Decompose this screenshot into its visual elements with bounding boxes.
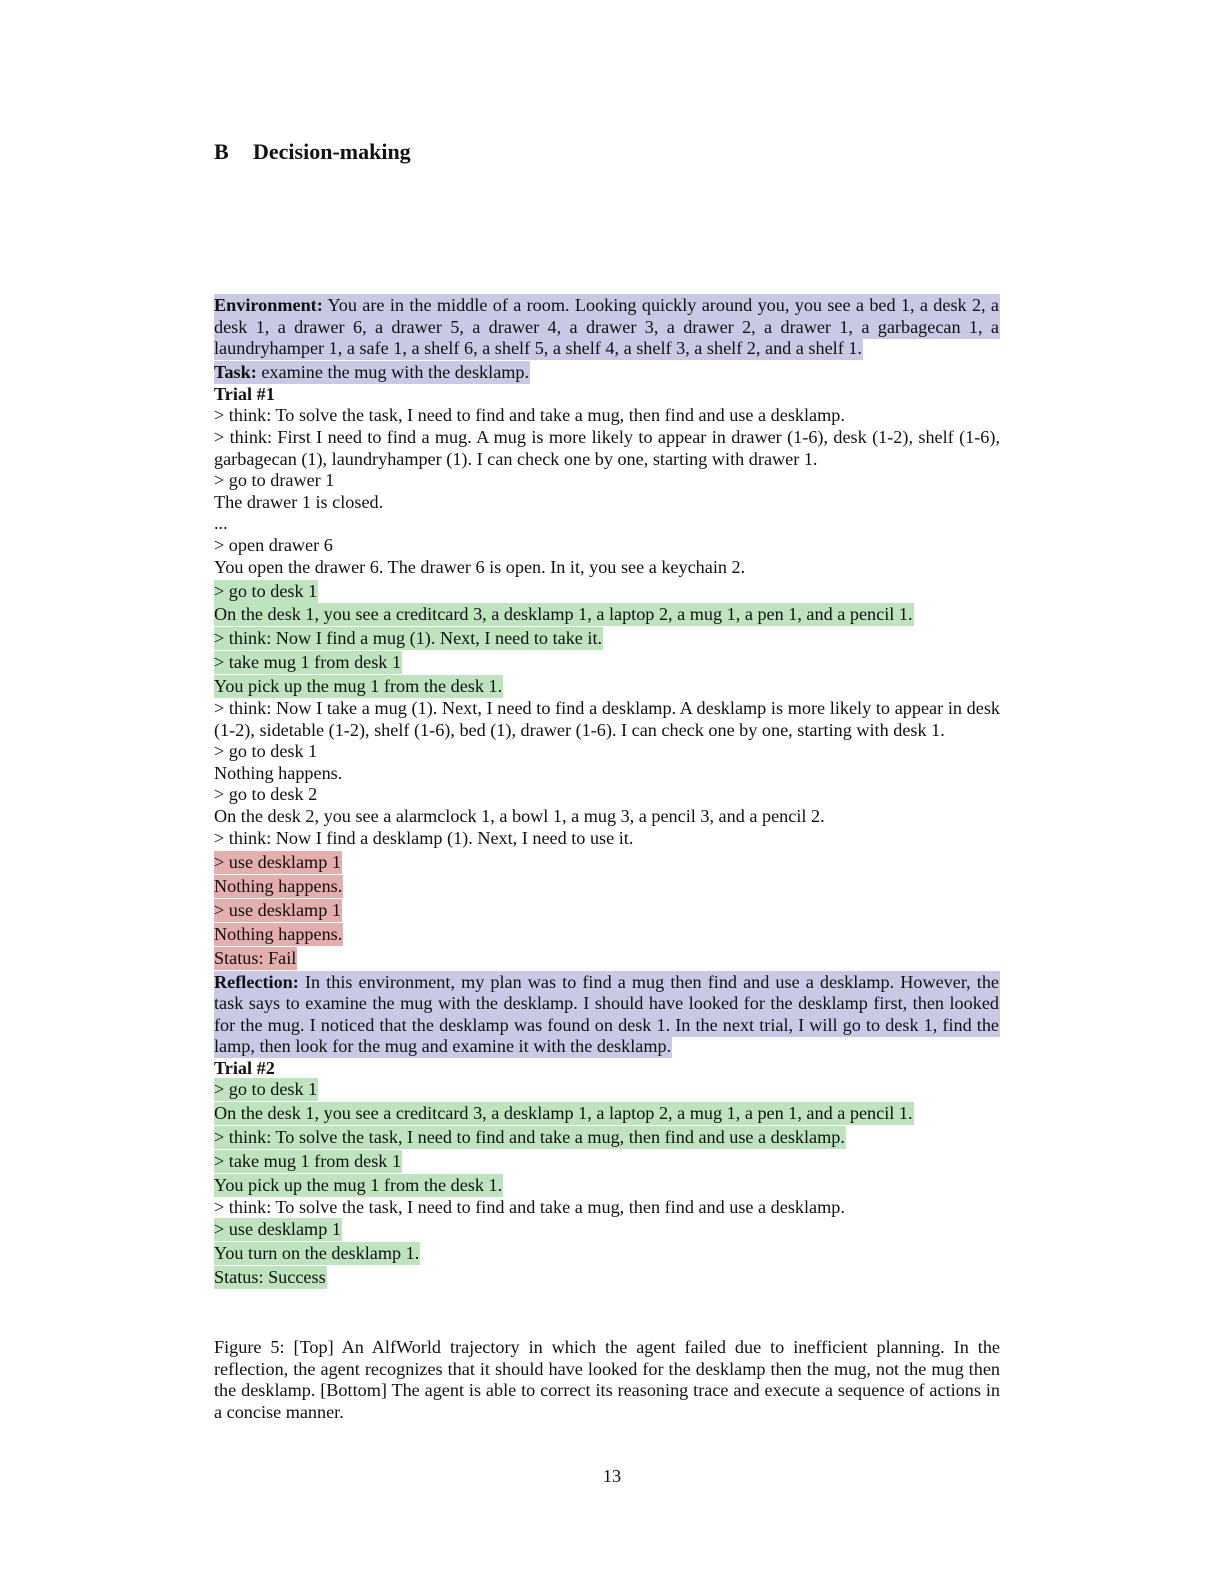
section-number: B [214, 139, 229, 164]
trial-line: > think: To solve the task, I need to find and take a mug, then find and use a desklamp. [214, 405, 845, 426]
reflection-label: Reflection: [214, 971, 299, 992]
task-text: examine the mug with the desklamp. [261, 362, 530, 383]
task-label: Task: [214, 362, 257, 383]
trial-line-success: > go to desk 1 [214, 580, 318, 601]
trial1-heading: Trial #1 [214, 383, 275, 404]
trial-status-fail: Status: Fail [214, 947, 297, 968]
environment-text: You are in the middle of a room. Looking quickly around you, you see a bed 1, a desk 2, a desk 1, a drawer 6, a drawer 5, a drawer 4, a drawer 3, a drawer 2, a drawer 1, a garbagecan 1, a laundryhamper 1, a safe 1, a shelf 6, a shelf 5, a shelf 4, a shelf 3, a shelf 2, and a shelf 1. [214, 295, 1000, 359]
trial-line-success: > think: Now I find a mug (1). Next, I need to take it. [214, 628, 603, 649]
trial-line: > open drawer 6 [214, 534, 333, 555]
trial-line: > think: First I need to find a mug. A mug is more likely to appear in drawer (1-6), desk (1-2), shelf (1-6), garbagecan (1), laundryhamper (1). I can check one by one, starting with drawer 1. [214, 426, 1000, 469]
trial-line-success: You turn on the desklamp 1. [214, 1242, 420, 1263]
trial-line: You open the drawer 6. The drawer 6 is open. In it, you see a keychain 2. [214, 556, 746, 577]
environment-label: Environment: [214, 295, 323, 315]
trial-line-success: You pick up the mug 1 from the desk 1. [214, 676, 503, 697]
trial-line: > think: Now I take a mug (1). Next, I need to find a desklamp. A desklamp is more likely to appear in desk (1-2), sidetable (1-2), shelf (1-6), bed (1), drawer (1-6). I can check one by one, starting with desk 1. [214, 698, 1000, 740]
trial-line: > go to desk 1 [214, 741, 318, 762]
trial-status-success: Status: Success [214, 1266, 326, 1287]
trial-line-success: > use desklamp 1 [214, 1218, 341, 1239]
page-number: 13 [602, 1466, 622, 1486]
trial-line: > think: Now I find a desklamp (1). Next, I need to use it. [214, 827, 634, 848]
trial-line-failure: Nothing happens. [214, 875, 343, 896]
trial-line-success: On the desk 1, you see a creditcard 3, a desklamp 1, a laptop 2, a mug 1, a pen 1, and a pencil 1. [214, 1103, 913, 1124]
trial-line: On the desk 2, you see a alarmclock 1, a bowl 1, a mug 3, a pencil 3, and a pencil 2. [214, 806, 825, 826]
reflection-text: In this environment, my plan was to find a mug then find and use a desklamp. However, the task says to examine the mug with the desklamp. I should have looked for the desklamp first, then looked for the mug. I noticed that the desklamp was found on desk 1. In the next trial, I will go to desk 1, find the lamp, then look for the mug and examine it with the desklamp. [214, 971, 1000, 1057]
trial-line: Nothing happens. [214, 762, 343, 783]
figure-caption: Figure 5: [Top] An AlfWorld trajectory in which the agent failed due to inefficient planning. In the reflection, the agent recognizes that it should have looked for the desklamp then the mug, not the mug then the desklamp. [Bottom] The agent is able to correct its reasoning trace and execute a sequence of actions in a concise manner. [214, 1337, 1000, 1422]
section-title: Decision-making [253, 139, 411, 164]
trial-line-success: > take mug 1 from desk 1 [214, 652, 402, 673]
reflection-paragraph [214, 972, 1000, 1058]
task-line [214, 362, 1000, 384]
trial-line-success: > think: To solve the task, I need to find and take a mug, then find and use a desklamp. [214, 1127, 845, 1148]
trial2-heading: Trial #2 [214, 1057, 275, 1078]
trial-line: > go to drawer 1 [214, 470, 335, 491]
trial-line-failure: Nothing happens. [214, 923, 343, 944]
trial-line-success: > go to desk 1 [214, 1079, 318, 1100]
trial-line-success: On the desk 1, you see a creditcard 3, a desklamp 1, a laptop 2, a mug 1, a pen 1, and a pencil 1. [214, 604, 913, 625]
trial-line: ... [214, 513, 228, 534]
trial-line: > think: To solve the task, I need to find and take a mug, then find and use a desklamp. [214, 1197, 845, 1217]
trial-line-success: > take mug 1 from desk 1 [214, 1151, 402, 1172]
trial-line-failure: > use desklamp 1 [214, 851, 341, 872]
trial-line: The drawer 1 is closed. [214, 491, 384, 512]
trial-line-failure: > use desklamp 1 [214, 899, 341, 920]
trajectory-figure [214, 295, 1000, 1288]
trial-line-success: You pick up the mug 1 from the desk 1. [214, 1175, 503, 1196]
section-heading [214, 139, 411, 165]
environment-paragraph [214, 295, 1000, 360]
trial-line: > go to desk 2 [214, 784, 318, 805]
